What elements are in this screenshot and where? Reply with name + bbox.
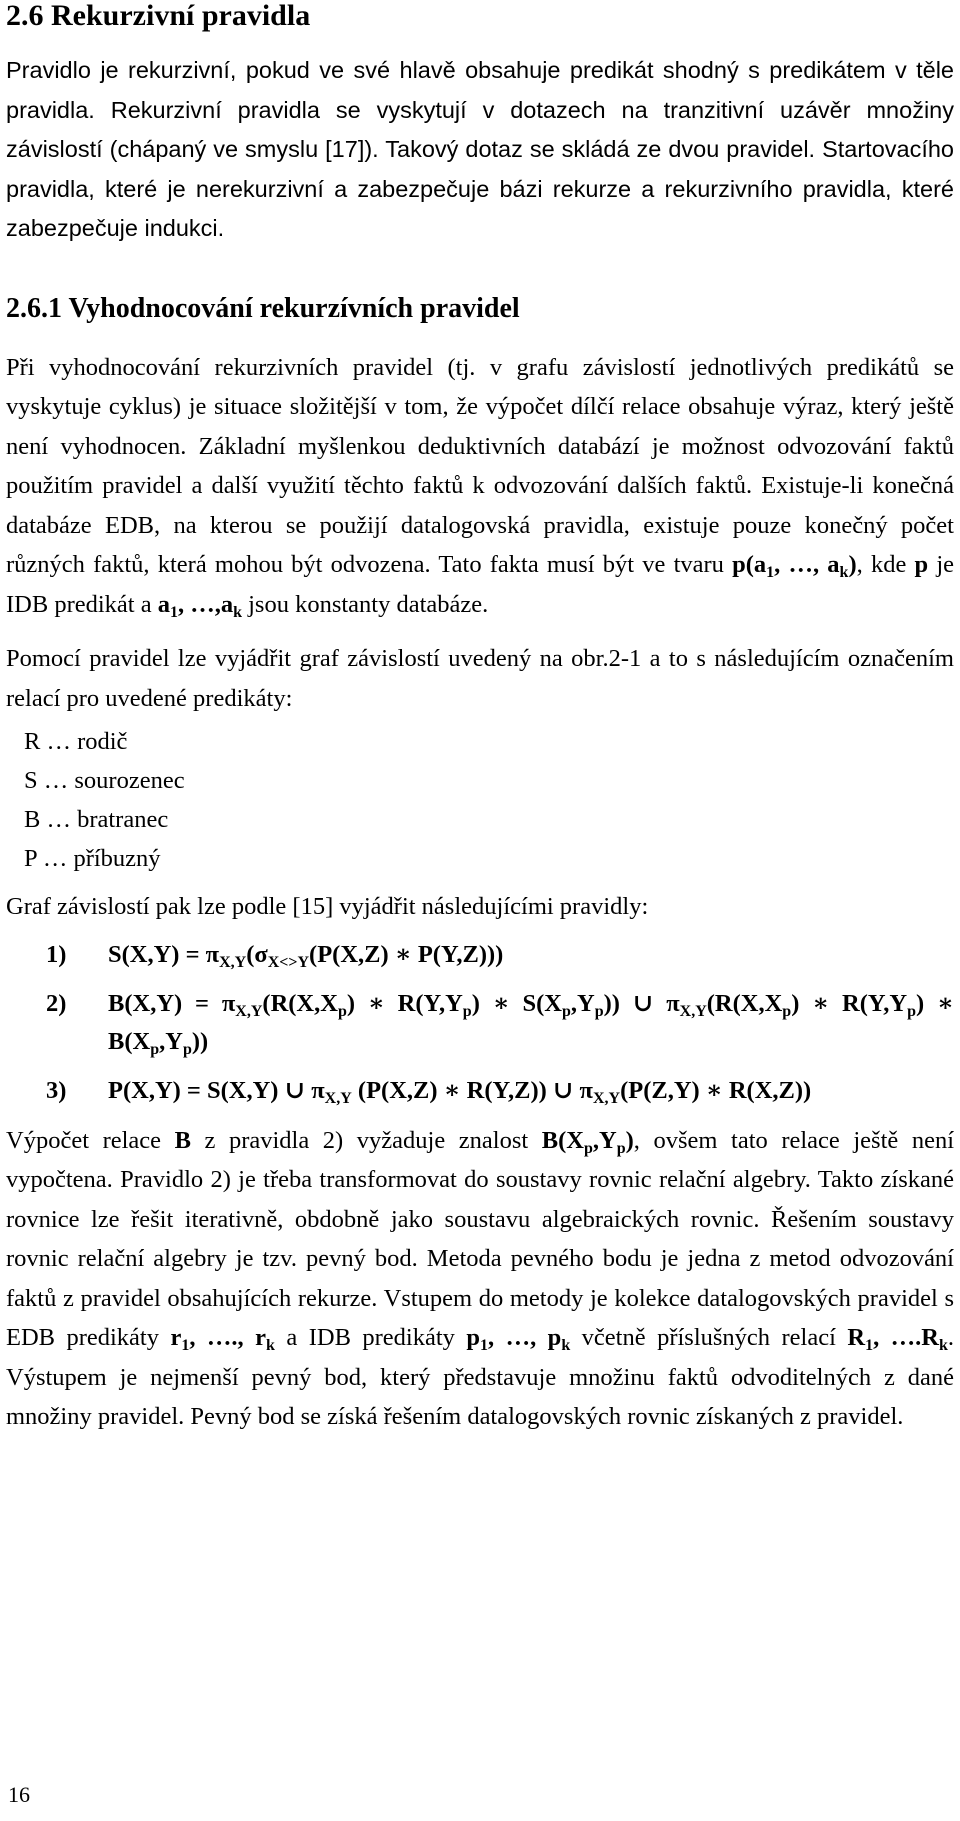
paragraph-graph-intro: Pomocí pravidel lze vyjádřit graf závislostí uvedený na obr.2-1 a to s následujícím označením relací pro uvedené predikáty: bbox=[6, 645, 954, 712]
fact-form: $p(a_1$, …, $a_k$) bbox=[732, 551, 857, 581]
rule-expression: $B(X,Y) = \pi_{X,Y}(R(X,X_p)$ ∗ $R(Y,Y_p)$ ∗ $S(X_p,Y_p)$) ∪ $\pi_{X,Y}(R(X,X_p)$ ∗ $R(Y,Y_p)$ ∗ $B(X_p,Y_p)$) bbox=[108, 989, 954, 1058]
definition-item: P … příbuzný bbox=[24, 845, 161, 872]
rule-2 bbox=[6, 985, 954, 1061]
relations: $R_1$, $\dots.R_k$ bbox=[847, 1324, 948, 1354]
edb-predicates: $r_1$, …., $r_k$ bbox=[170, 1324, 275, 1354]
page-number: 16 bbox=[8, 1782, 30, 1807]
paragraph-fixed-point: Výpočet relace B z pravidla 2) vyžaduje znalost $B(X_p,Y_p)$, ovšem tato relace ještě není vypočtena. Pravidlo 2) je třeba transformovat do soustavy rovnic relační algebry. Takto získané rovnice lze řešit iterativně, obdobně jako soustavu algebraických rovnic. Řešením soustavy rovnic relační algebry je tzv. pevný bod. Metoda pevného bodu je jedna z metod odvozování faktů z pravidel obsahujících rekurze. Vstupem do metody je kolekce datalogovských pravidel s EDB predikáty $r_1$, …., $r_k$ a IDB predikáty $p_1$, …, $p_k$ včetně příslušných relací $R_1$, $\dots.R_k$. Výstupem je nejmenší pevný bod, který představuje množinu faktů odvoditelných z dané množiny pravidel. Pevný bod se získá řešením datalogovských rovnic získaných z pravidel. bbox=[6, 1126, 954, 1430]
constants: $a_1$, $\dots,a_k$ bbox=[157, 590, 242, 621]
text-run: Při vyhodnocování rekurzivních pravidel (tj. v grafu závislostí jednotlivých predikátů se vyskytuje cyklus) je situace složitější v tom, že výpočet dílčí relace obsahuje výraz, který ještě není vyhodnocen. Základní myšlenkou deduktivních databází je možnost odvozování faktů použitím pravidel a další využití těchto faktů k odvozování dalších faktů. Existuje-li konečná databáze EDB, na kterou se použijí datalogovská pravidla, existuje pouze konečný počet různých faktů, která mohou být odvozena. Tato fakta musí být ve tvaru bbox=[6, 353, 954, 578]
subsection-heading: 2.6.1 Vyhodnocování rekurzívních pravidel bbox=[6, 292, 520, 324]
definition-item: B … bratranec bbox=[24, 806, 169, 833]
relation-b-args: $B(X_p,Y_p)$ bbox=[541, 1126, 634, 1157]
rules-list bbox=[6, 936, 954, 1110]
paragraph-rules-intro: Graf závislostí pak lze podle [15] vyjádřit následujícími pravidly: bbox=[6, 893, 649, 920]
relation-definitions bbox=[24, 722, 954, 878]
rule-number: 2) bbox=[46, 989, 67, 1017]
idb-predicates: $p_1$, …, $p_k$ bbox=[466, 1324, 571, 1354]
rule-expression: $S(X,Y) = \pi_{X,Y}(\sigma_{X<>Y}(P(X,Z)$ ∗ P(Y,Z))) bbox=[108, 940, 504, 971]
rule-expression: P(X,Y) = S(X,Y) ∪ $\pi_{X,Y}$ (P(X,Z) ∗ R(Y,Z)) ∪ $\pi_{X,Y}(P(Z,Y)$ ∗ R(X,Z)) bbox=[108, 1076, 812, 1107]
rule-1 bbox=[6, 936, 954, 974]
rule-number: 3) bbox=[46, 1076, 67, 1104]
rule-number: 1) bbox=[46, 940, 67, 968]
predicate-p: p bbox=[914, 551, 929, 578]
section-heading: 2.6 Rekurzivní pravidla bbox=[6, 0, 311, 32]
paragraph-intro: Pravidlo je rekurzivní, pokud ve své hlavě obsahuje predikát shodný s predikátem v těle pravidla. Rekurzivní pravidla se vyskytují v dotazech na tranzitivní uzávěr množiny závislostí (chápaný ve smyslu [17]). Takový dotaz se skládá ze dvou pravidel. Startovacího pravidla, které je nerekurzivní a zabezpečuje bázi rekurze a rekurzivního pravidla, které zabezpečuje indukci. bbox=[6, 57, 954, 241]
definition-item: R … rodič bbox=[24, 728, 128, 755]
paragraph-evaluation: Při vyhodnocování rekurzivních pravidel (tj. v grafu závislostí jednotlivých predikátů se vyskytuje cyklus) je situace složitější v tom, že výpočet dílčí relace obsahuje výraz, který ještě není vyhodnocen. Základní myšlenkou deduktivních databází je možnost odvozování faktů použitím pravidel a další využití těchto faktů k odvozování dalších faktů. Existuje-li konečná databáze EDB, na kterou se použijí datalogovská pravidla, existuje pouze konečný počet různých faktů, která mohou být odvozena. Tato fakta musí být ve tvaru $p(a_1$, …, $a_k$), kde p je IDB predikát a $a_1$, $\dots,a_k$ jsou konstanty databáze. bbox=[6, 353, 955, 621]
relation-b: B bbox=[174, 1126, 191, 1154]
rule-3 bbox=[6, 1072, 954, 1110]
definition-item: S … sourozenec bbox=[24, 767, 185, 794]
